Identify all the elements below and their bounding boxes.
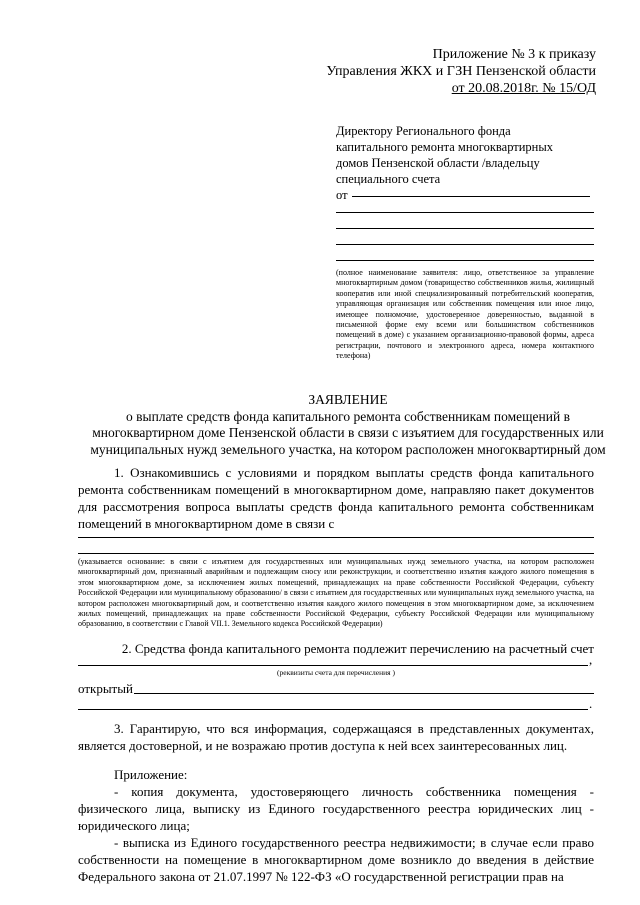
section-3-text: 3. Гарантирую, что вся информация, содержащаяся в представленных документах, является достоверной, и не возражаю против доступа к ней всех заинтересованных лиц.: [78, 721, 594, 753]
document-title: [78, 392, 618, 458]
applicant-fill-line-2: [336, 228, 594, 229]
opened-fill-line-2: [78, 709, 588, 710]
from-label: от: [336, 188, 348, 202]
applicant-fill-line-3: [336, 244, 594, 245]
appendix-item-2: - выписка из Единого государственного реестра недвижимости; в случае если право собственности на помещение в многоквартирном доме возникло до введения в действие Федерального закона от 21.07.1997 № 122-ФЗ «О государственной регистрации прав на: [78, 835, 594, 884]
appendix-label: Приложение:: [114, 767, 188, 782]
applicant-fill-line-4: [336, 260, 594, 261]
basis-note: (указывается основание: в связи с изъятием для государственных или муниципальных нужд земельного участка, на котором расположен многоквартирный дом, признанный аварийным и подлежащим сносу или реконструкции, и соответственно изъятия каждого жилого помещения в этом многоквартирном доме, за исключением жилых помещений, принадлежащих на праве собственности Российской Федерации, субъекту Российской Федерации или муниципальному образованию/ в связи с изъятием для государственных или муниципальных нужд земельного участка, на котором расположен многоквартирный дом, и соответственно изъятия каждого жилого помещения в этом многоквартирном доме, за исключением жилых помещений, принадлежащих на праве собственности Российской Федерации, субъекту Российской Федерации или муниципальному образованию, в соответствии с Главой VII.1. Земельного кодекса Российской Федерации): [78, 557, 594, 629]
title-heading: ЗАЯВЛЕНИЕ: [308, 392, 388, 407]
addressee-line-1: Директору Регионального фонда: [336, 124, 511, 138]
annex-line-1: Приложение № 3 к приказу: [432, 47, 596, 62]
account-comma: ,: [589, 652, 593, 667]
from-fill-line: [352, 196, 590, 197]
applicant-note: (полное наименование заявителя: лицо, ответственное за управление многоквартирным домом (товарищество собственников жилья, жилищный кооператив или иной специализированный потребительский кооператив, управляющая организация или собственник помещения или иное лицо, имеющее полномочие, удостоверенное доверенностью, выданной в письменной форме ему всеми или большинством собственников помещений в доме) с указанием организационно-правовой формы, адреса регистрации, почтового и электронного адреса, номера контактного телефона): [336, 268, 594, 361]
account-fill-line: [78, 665, 588, 666]
section-2-text: 2. Средства фонда капитального ремонта подлежит перечислению на расчетный счет: [121, 641, 594, 656]
title-line-3: муниципальных нужд земельного участка, на котором расположен многоквартирный дом: [90, 441, 606, 457]
annex-line-2: Управления ЖКХ и ГЗН Пензенской области: [326, 64, 596, 79]
addressee-line-3: домов Пензенской области /владельцу: [336, 156, 540, 170]
title-line-1: о выплате средств фонда капитального ремонта собственникам помещений в: [126, 408, 570, 424]
basis-fill-line-2: [78, 553, 594, 554]
annex-header: [326, 46, 596, 97]
annex-line-3: от 20.08.2018г. № 15/ОД: [451, 81, 596, 96]
account-sublabel: (реквизиты счета для перечисления ): [277, 668, 395, 677]
opened-fill-line: [134, 693, 594, 694]
applicant-fill-line-1: [336, 212, 594, 213]
section-1-text: 1. Ознакомившись с условиями и порядком выплаты средств фонда капитального ремонта собственникам помещений в многоквартирном доме, направляю пакет документов для рассмотрения вопроса выплаты средств фонда капитального ремонта собственникам помещений в многоквартирном доме в связи с: [78, 465, 594, 531]
addressee-line-2: капитального ремонта многоквартирных: [336, 140, 554, 154]
opened-label: открытый: [78, 681, 133, 696]
addressee-line-4: специального счета: [336, 172, 441, 186]
title-line-2: многоквартирном доме Пензенской области в связи с изъятием для государственных или: [92, 425, 604, 440]
addressee-block: [336, 123, 600, 187]
opened-period: .: [589, 696, 593, 711]
basis-fill-line-1: [78, 537, 594, 538]
appendix-item-1: - копия документа, удостоверяющего личность собственника помещения - физического лица, выписку из Единого государственного реестра юридических лиц - юридического лица;: [78, 784, 594, 833]
